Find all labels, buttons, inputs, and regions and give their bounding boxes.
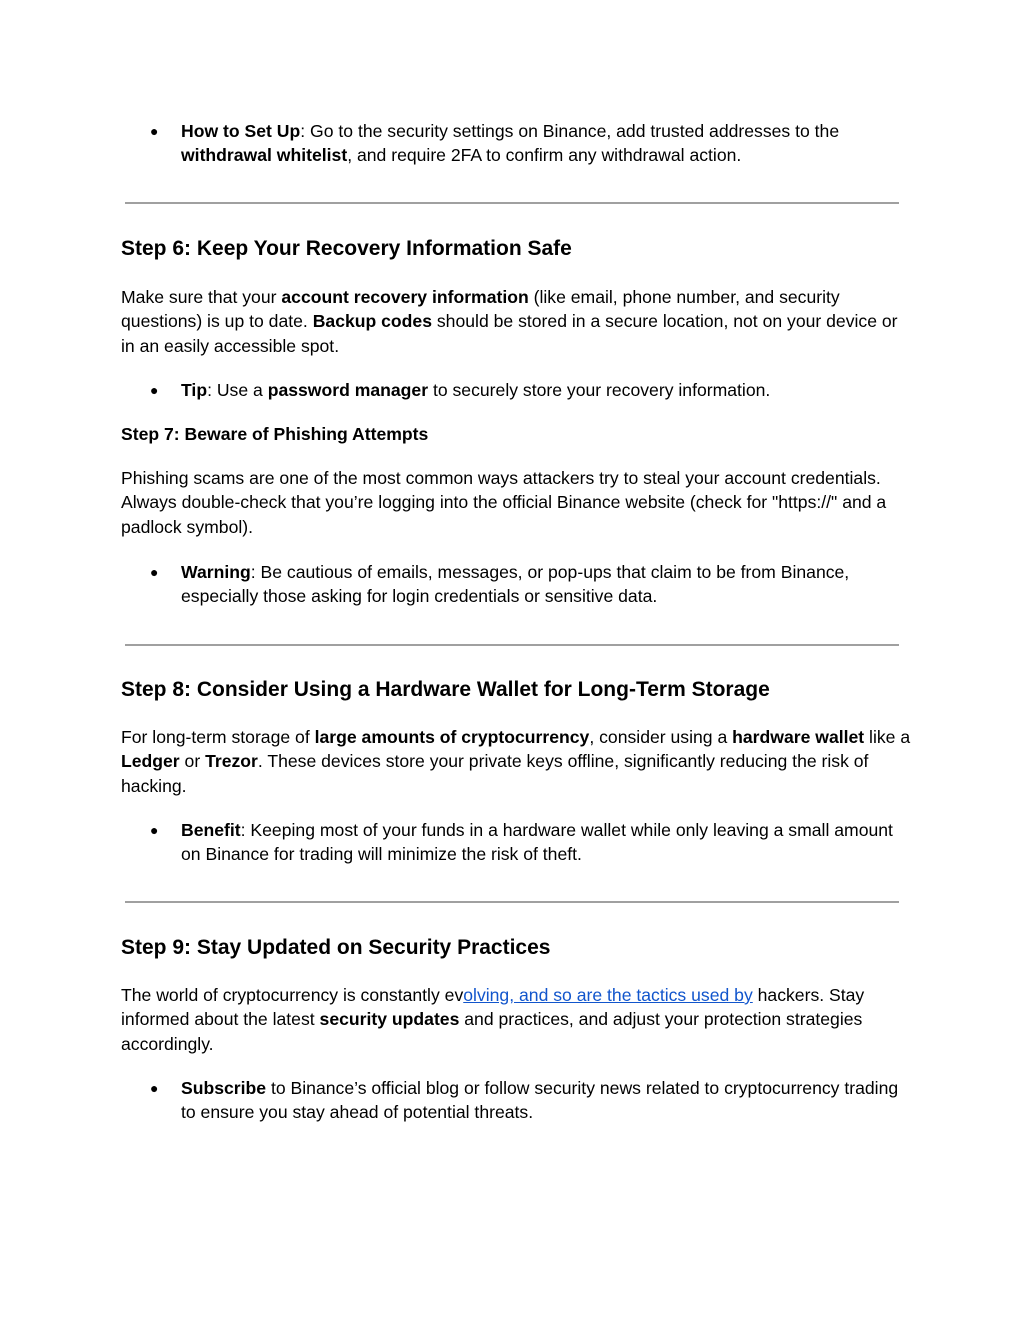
bullet-dot: ● <box>150 822 159 838</box>
bold-term: hardware wallet <box>732 727 865 747</box>
text-run: like a <box>864 727 911 747</box>
bold-label: Tip <box>181 380 208 400</box>
bullet-dot: ● <box>150 382 159 398</box>
step-6-heading: Step 6: Keep Your Recovery Information Safe <box>121 237 572 260</box>
list-item-text <box>181 818 911 867</box>
text-run: . These devices store your private keys offline, significantly reducing the risk of hacking. <box>121 751 869 796</box>
list-item-benefit <box>121 818 911 867</box>
text-run: : Be cautious of emails, messages, or pop-ups that claim to be from Binance, especially those asking for login credentials or sensitive data. <box>181 562 850 607</box>
text-run: (like email, phone number, and security questions) is up to date. <box>121 287 840 332</box>
text-run: and practices, and adjust your protection strategies accordingly. <box>121 1009 863 1054</box>
bold-term: Backup codes <box>312 311 432 332</box>
step-7-paragraph: Phishing scams are one of the most common ways attackers try to steal your account credentials. Always double-check that you’re logging into the official Binance website (check for "https://" and a padlock symbol). <box>121 468 887 537</box>
text-run: : Keeping most of your funds in a hardware wallet while only leaving a small amount on Binance for trading will minimize the risk of theft. <box>181 820 893 865</box>
step-9-heading: Step 9: Stay Updated on Security Practices <box>121 936 551 959</box>
bold-term: Trezor <box>205 751 258 772</box>
text-run: For long-term storage of <box>121 727 315 747</box>
list-item-text <box>181 378 911 402</box>
step-8-paragraph <box>121 725 911 798</box>
list-item-text <box>181 119 911 168</box>
step-9-paragraph <box>121 983 911 1056</box>
bold-label: How to Set Up <box>181 121 301 141</box>
bold-term: Ledger <box>121 751 180 772</box>
horizontal-divider <box>125 202 899 204</box>
list-item-warning <box>121 560 911 609</box>
list-item-text <box>181 1076 911 1125</box>
text-run: : Use a <box>207 380 268 400</box>
text-run: , consider using a <box>589 727 733 747</box>
text-run: should be stored in a secure location, not on your device or in an easily accessible spot. <box>121 311 898 356</box>
bold-term: security updates <box>319 1009 460 1030</box>
text-run: to Binance’s official blog or follow security news related to cryptocurrency trading to ensure you stay ahead of potential threats. <box>181 1078 899 1123</box>
inline-link[interactable]: olving, and so are the tactics used by <box>463 985 753 1005</box>
text-run: , and require 2FA to confirm any withdrawal action. <box>347 145 742 166</box>
text-run: The world of cryptocurrency is constantly ev <box>121 985 464 1005</box>
list-item-tip <box>121 378 911 402</box>
list-item-text <box>181 560 911 609</box>
horizontal-divider <box>125 901 899 903</box>
text-run: or <box>179 751 206 772</box>
bold-term: account recovery information <box>281 287 529 307</box>
bold-label: Subscribe <box>181 1078 267 1098</box>
text-run: : Go to the security settings on Binance, add trusted addresses to the <box>300 121 840 141</box>
text-run: Make sure that your <box>121 287 282 307</box>
text-run: hackers. Stay informed about the latest <box>121 985 865 1030</box>
list-item-subscribe <box>121 1076 911 1125</box>
bold-term: large amounts of cryptocurrency <box>314 727 590 747</box>
bullet-dot: ● <box>150 123 159 139</box>
bold-label: Warning <box>181 562 251 582</box>
step-7-heading: Step 7: Beware of Phishing Attempts <box>121 424 429 444</box>
step-8-heading: Step 8: Consider Using a Hardware Wallet for Long-Term Storage <box>121 678 770 701</box>
bold-term: withdrawal whitelist <box>181 145 348 166</box>
text-run: to securely store your recovery information. <box>428 380 771 400</box>
step-6-paragraph <box>121 285 911 358</box>
bold-term: password manager <box>267 380 429 400</box>
bold-label: Benefit <box>181 820 241 840</box>
bullet-dot: ● <box>150 1080 159 1096</box>
bullet-dot: ● <box>150 564 159 580</box>
list-item-how-to-set-up <box>121 119 911 168</box>
horizontal-divider <box>125 644 899 646</box>
